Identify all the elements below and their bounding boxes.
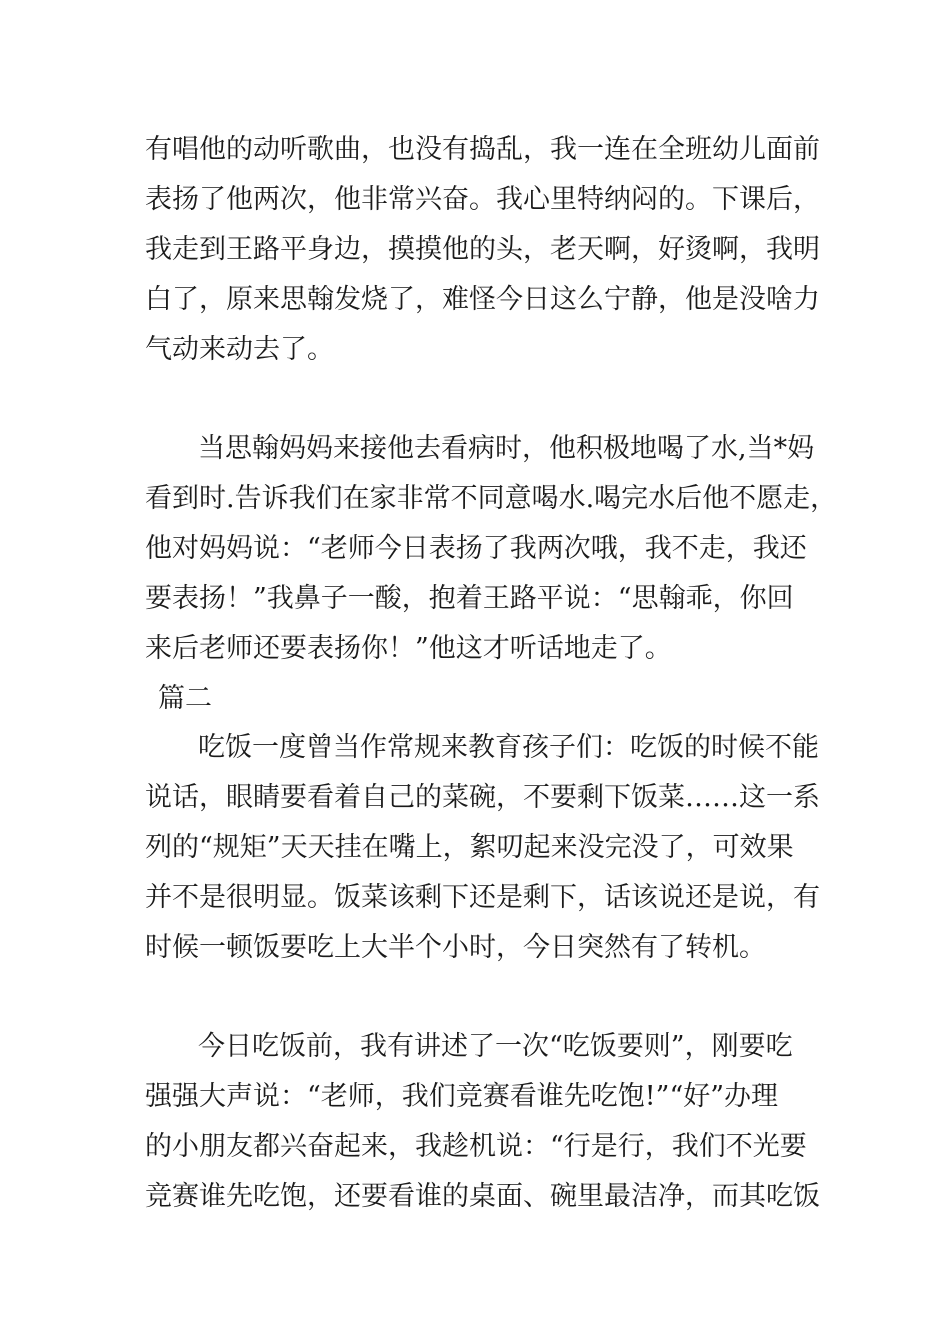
text-line: 他对妈妈说：“老师今日表扬了我两次哦，我不走，我还 [145, 533, 807, 564]
text-line: 吃饭一度曾当作常规来教育孩子们：吃饭的时候不能 [198, 732, 819, 763]
text-line: 时候一顿饭要吃上大半个小时，今日突然有了转机。 [145, 932, 766, 963]
text-line: 说话，眼睛要看着自己的菜碗，不要剩下饭菜……这一系 [145, 782, 820, 813]
text-line: 看到时.告诉我们在家非常不同意喝水.喝完水后他不愿走， [145, 483, 838, 514]
text-line: 的小朋友都兴奋起来，我趁机说：“行是行，我们不光要 [145, 1131, 807, 1162]
text-line: 表扬了他两次，他非常兴奋。我心里特纳闷的。下课后， [145, 184, 820, 215]
text-line: 当思翰妈妈来接他去看病时，他积极地喝了水,当*妈 [198, 433, 815, 464]
text-line: 列的“规矩”天天挂在嘴上，絮叨起来没完没了，可效果 [145, 832, 794, 863]
text-line: 来后老师还要表扬你！”他这才听话地走了。 [145, 633, 672, 664]
text-line: 有唱他的动听歌曲，也没有捣乱，我一连在全班幼儿面前 [145, 134, 820, 165]
text-line: 气动来动去了。 [145, 334, 334, 365]
text-line: 并不是很明显。饭菜该剩下还是剩下，话该说还是说，有 [145, 882, 820, 913]
text-line: 今日吃饭前，我有讲述了一次“吃饭要则”，刚要吃 [198, 1031, 793, 1062]
section-heading: 篇二 [158, 683, 212, 714]
text-line: 强强大声说：“老师，我们竞赛看谁先吃饱!”“好”办理 [145, 1081, 779, 1112]
text-line: 要表扬！”我鼻子一酸，抱着王路平说：“思翰乖，你回 [145, 583, 794, 614]
text-line: 我走到王路平身边，摸摸他的头，老天啊，好烫啊，我明 [145, 234, 820, 265]
text-line: 白了，原来思翰发烧了，难怪今日这么宁静，他是没啥力 [145, 284, 820, 315]
text-line: 竞赛谁先吃饱，还要看谁的桌面、碗里最洁净，而其吃饭 [145, 1181, 820, 1212]
